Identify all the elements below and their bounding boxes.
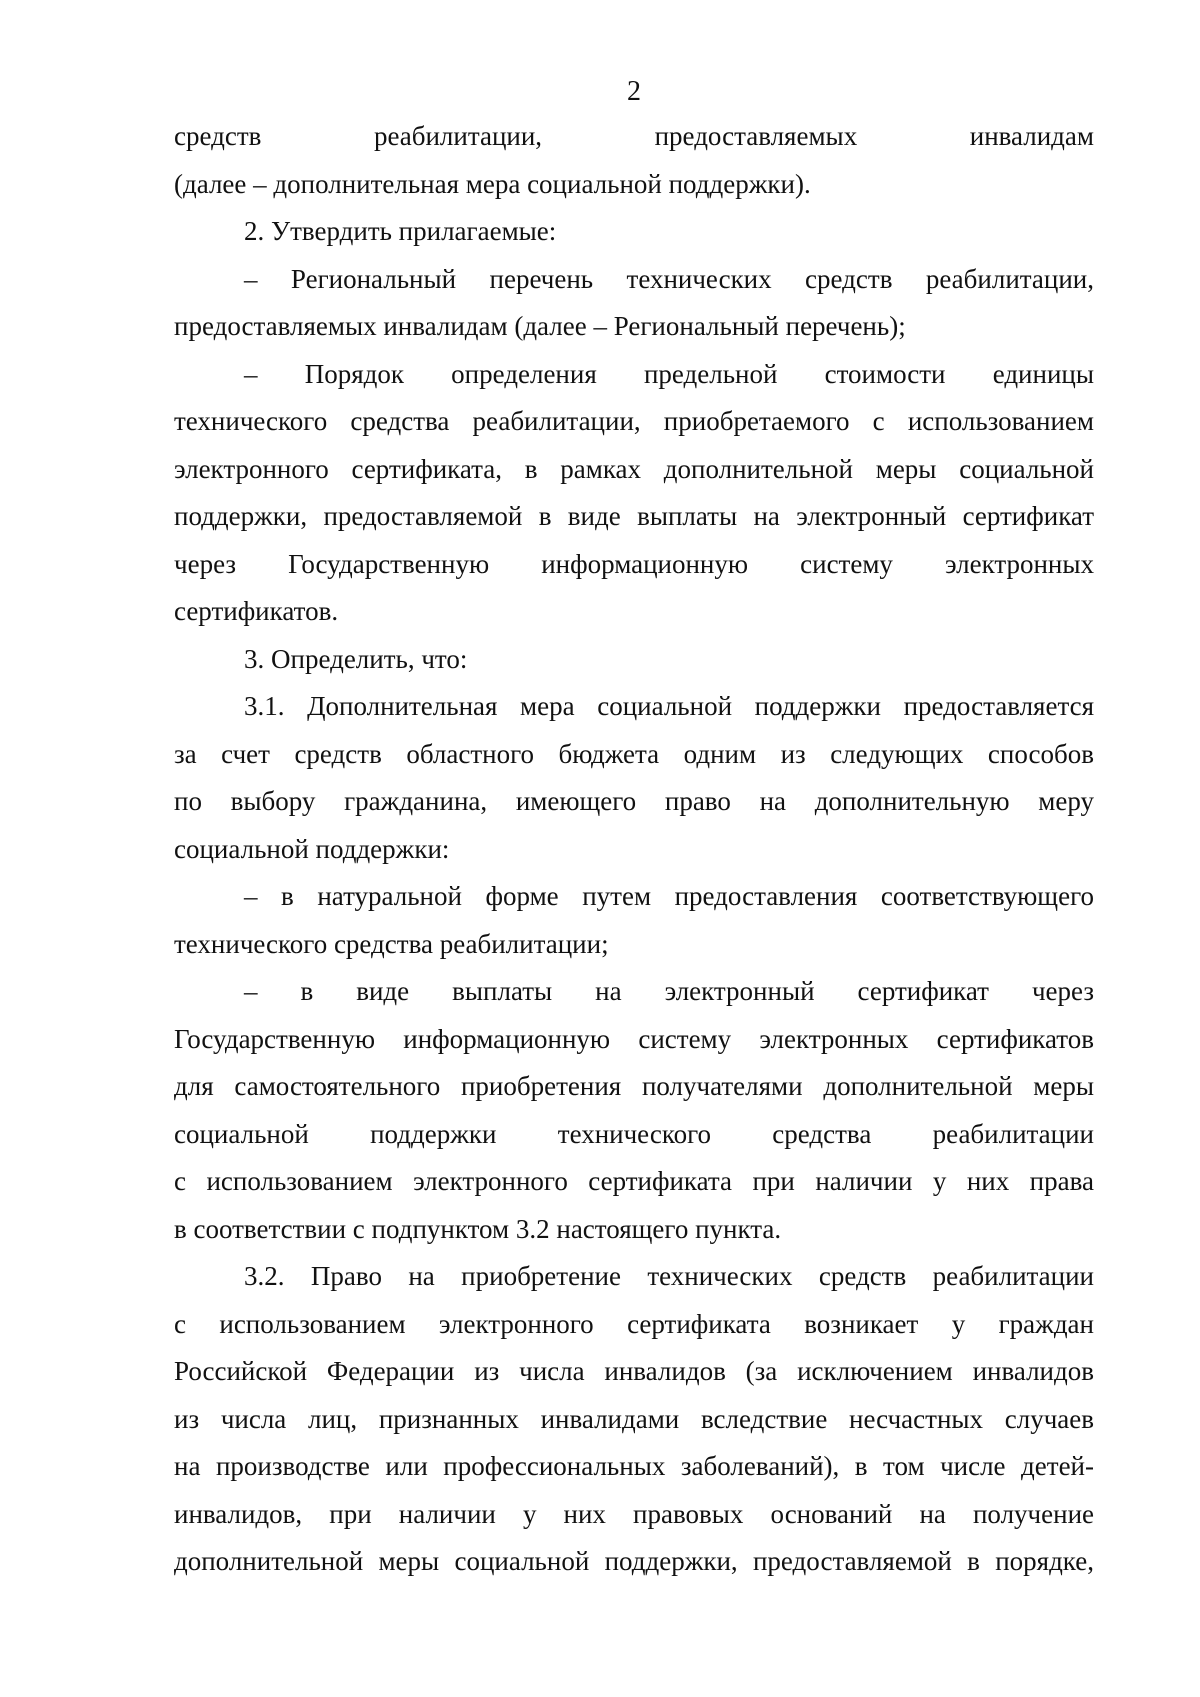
paragraph — [174, 873, 1094, 968]
text-line: 3.2. Право на приобретение технических средств реабилитации — [244, 1261, 1094, 1291]
text-line: Государственную информационную систему электронных сертификатов — [174, 1023, 1094, 1054]
text-line: из числа лиц, признанных инвалидами вследствие несчастных случаев — [174, 1403, 1094, 1434]
text-line: в соответствии с подпунктом 3.2 настоящего пункта. — [174, 1213, 782, 1244]
text-line: для самостоятельного приобретения получателями дополнительной меры — [174, 1071, 1094, 1101]
text-line: технического средства реабилитации, приобретаемого с использованием — [174, 406, 1094, 436]
text-line: на производстве или профессиональных заболеваний), в том числе детей- — [174, 1451, 1094, 1481]
text-line: предоставляемых инвалидам (далее – Региональный перечень); — [174, 311, 906, 341]
paragraph — [174, 256, 1094, 351]
text-line: – Порядок определения предельной стоимости единицы — [244, 358, 1094, 389]
text-line: дополнительной меры социальной поддержки, предоставляемой в порядке, — [174, 1546, 1094, 1576]
text-line: электронного сертификата, в рамках дополнительной меры социальной — [174, 453, 1094, 484]
page-number: 2 — [627, 76, 641, 107]
text-line: – в натуральной форме путем предоставления соответствующего — [244, 881, 1094, 911]
text-line: средств реабилитации, предоставляемых инвалидам — [174, 121, 1094, 151]
text-line: с использованием электронного сертификата при наличии у них права — [174, 1166, 1094, 1196]
paragraph — [174, 113, 1094, 208]
text-line: за счет средств областного бюджета одним из следующих способов — [174, 738, 1094, 769]
text-line: (далее – дополнительная мера социальной поддержки). — [174, 168, 811, 199]
paragraph — [174, 351, 1094, 636]
text-line: инвалидов, при наличии у них правовых оснований на получение — [174, 1498, 1094, 1529]
document-body — [174, 113, 1094, 1586]
paragraph — [174, 636, 1094, 684]
text-line: – в виде выплаты на электронный сертификат через — [244, 976, 1094, 1006]
paragraph — [174, 1253, 1094, 1586]
paragraph — [174, 683, 1094, 873]
text-line: сертификатов. — [174, 596, 339, 626]
text-line: через Государственную информационную систему электронных — [174, 548, 1094, 579]
paragraph — [174, 208, 1094, 256]
text-line: – Региональный перечень технических средств реабилитации, — [244, 263, 1094, 294]
text-line: 3.1. Дополнительная мера социальной поддержки предоставляется — [244, 691, 1094, 721]
text-line: по выбору гражданина, имеющего право на дополнительную меру — [174, 786, 1094, 816]
text-line: 3. Определить, что: — [244, 643, 468, 674]
text-line: с использованием электронного сертификата возникает у граждан — [174, 1308, 1094, 1339]
text-line: Российской Федерации из числа инвалидов (за исключением инвалидов — [174, 1356, 1094, 1386]
text-line: социальной поддержки: — [174, 833, 450, 864]
text-line: поддержки, предоставляемой в виде выплаты на электронный сертификат — [174, 501, 1094, 531]
text-line: технического средства реабилитации; — [174, 928, 609, 959]
text-line: социальной поддержки технического средства реабилитации — [174, 1118, 1094, 1149]
text-line: 2. Утвердить прилагаемые: — [244, 216, 557, 246]
paragraph — [174, 968, 1094, 1253]
